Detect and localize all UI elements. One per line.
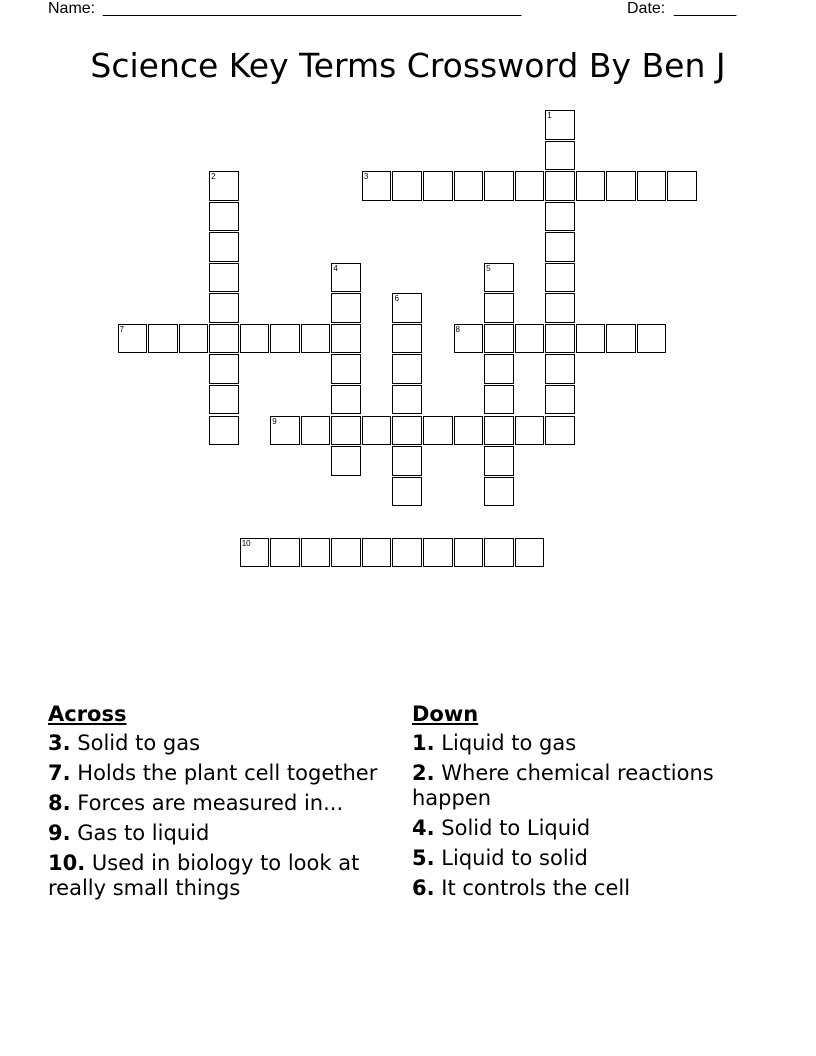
crossword-cell[interactable] bbox=[484, 263, 514, 293]
crossword-cell[interactable] bbox=[209, 263, 239, 293]
clue-text: Liquid to solid bbox=[441, 846, 588, 870]
clue-text: Gas to liquid bbox=[77, 821, 210, 845]
across-clue bbox=[48, 791, 388, 816]
clue-number-label: 7 bbox=[119, 324, 124, 334]
clue-text: Liquid to gas bbox=[441, 731, 577, 755]
crossword-cell[interactable] bbox=[545, 141, 575, 171]
crossword-cell[interactable] bbox=[209, 232, 239, 262]
crossword-cell[interactable] bbox=[209, 171, 239, 201]
crossword-cell[interactable] bbox=[545, 171, 575, 201]
crossword-cell[interactable] bbox=[667, 171, 697, 201]
crossword-cell[interactable] bbox=[392, 171, 422, 201]
crossword-cell[interactable] bbox=[209, 416, 239, 446]
crossword-cell[interactable] bbox=[118, 324, 148, 354]
clue-number: 3. bbox=[48, 731, 71, 755]
crossword-cell[interactable] bbox=[209, 354, 239, 384]
crossword-cell[interactable] bbox=[331, 263, 361, 293]
crossword-cell[interactable] bbox=[637, 324, 667, 354]
clue-number: 8. bbox=[48, 791, 71, 815]
crossword-cell[interactable] bbox=[179, 324, 209, 354]
crossword-cell[interactable] bbox=[331, 293, 361, 323]
name-label: Name: bbox=[48, 0, 96, 17]
name-field-line[interactable]: _______________________________________________ bbox=[103, 0, 522, 17]
crossword-cell[interactable] bbox=[240, 324, 270, 354]
clue-number: 7. bbox=[48, 761, 71, 785]
date-field-line[interactable]: _______ bbox=[674, 0, 737, 17]
clue-text: Holds the plant cell together bbox=[77, 761, 378, 785]
clue-text: It controls the cell bbox=[441, 876, 631, 900]
crossword-cell[interactable] bbox=[545, 293, 575, 323]
crossword-cell[interactable] bbox=[331, 416, 361, 446]
crossword-cell[interactable] bbox=[331, 385, 361, 415]
crossword-cell[interactable] bbox=[209, 202, 239, 232]
clue-number-label: 8 bbox=[455, 324, 460, 334]
down-clue bbox=[412, 731, 752, 756]
clue-number: 6. bbox=[412, 876, 435, 900]
crossword-cell[interactable] bbox=[301, 324, 331, 354]
crossword-cell[interactable] bbox=[270, 324, 300, 354]
clue-number: 4. bbox=[412, 816, 435, 840]
crossword-cell[interactable] bbox=[331, 324, 361, 354]
down-heading: Down bbox=[412, 702, 479, 726]
crossword-cell[interactable] bbox=[362, 538, 392, 568]
crossword-cell[interactable] bbox=[545, 324, 575, 354]
down-clue bbox=[412, 876, 752, 901]
crossword-cell[interactable] bbox=[362, 171, 392, 201]
crossword-cell[interactable] bbox=[209, 324, 239, 354]
clue-number-label: 2 bbox=[211, 172, 216, 182]
crossword-cell[interactable] bbox=[637, 171, 667, 201]
crossword-cell[interactable] bbox=[392, 385, 422, 415]
crossword-cell[interactable] bbox=[515, 416, 545, 446]
crossword-cell[interactable] bbox=[515, 538, 545, 568]
clue-text: Solid to Liquid bbox=[441, 816, 591, 840]
crossword-cell[interactable] bbox=[545, 416, 575, 446]
date-label: Date: bbox=[627, 0, 666, 17]
crossword-cell[interactable] bbox=[454, 324, 484, 354]
crossword-cell[interactable] bbox=[606, 171, 636, 201]
crossword-cell[interactable] bbox=[454, 538, 484, 568]
crossword-cell[interactable] bbox=[392, 416, 422, 446]
clue-number-label: 9 bbox=[272, 416, 277, 426]
clue-text: Solid to gas bbox=[77, 731, 201, 755]
crossword-cell[interactable] bbox=[392, 293, 422, 323]
crossword-cell[interactable] bbox=[301, 538, 331, 568]
crossword-cell[interactable] bbox=[484, 324, 514, 354]
crossword-cell[interactable] bbox=[148, 324, 178, 354]
across-heading: Across bbox=[48, 702, 127, 726]
crossword-cell[interactable] bbox=[484, 477, 514, 507]
clue-text: Used in biology to look at really small things bbox=[48, 851, 360, 900]
crossword-cell[interactable] bbox=[423, 538, 453, 568]
crossword-cell[interactable] bbox=[209, 293, 239, 323]
crossword-cell[interactable] bbox=[545, 202, 575, 232]
clue-number-label: 3 bbox=[363, 172, 369, 182]
down-clue bbox=[412, 761, 752, 811]
crossword-cell[interactable] bbox=[545, 263, 575, 293]
crossword-cell[interactable] bbox=[331, 354, 361, 384]
crossword-cell[interactable] bbox=[484, 171, 514, 201]
crossword-cell[interactable] bbox=[392, 477, 422, 507]
crossword-cell[interactable] bbox=[331, 446, 361, 476]
clue-number-label: 10 bbox=[241, 538, 251, 548]
crossword-cell[interactable] bbox=[484, 538, 514, 568]
crossword-cell[interactable] bbox=[270, 416, 300, 446]
crossword-cell[interactable] bbox=[545, 232, 575, 262]
across-clue bbox=[48, 851, 388, 901]
down-clues bbox=[412, 702, 752, 906]
crossword-cell[interactable] bbox=[576, 171, 606, 201]
clue-number: 10. bbox=[48, 851, 86, 875]
clue-number-label: 1 bbox=[547, 111, 552, 120]
crossword-cell[interactable] bbox=[301, 416, 331, 446]
crossword-cell[interactable] bbox=[362, 416, 392, 446]
crossword-cell[interactable] bbox=[423, 416, 453, 446]
clue-number: 9. bbox=[48, 821, 71, 845]
crossword-cell[interactable] bbox=[484, 416, 514, 446]
crossword-cell[interactable] bbox=[484, 446, 514, 476]
crossword-cell[interactable] bbox=[576, 324, 606, 354]
crossword-cell[interactable] bbox=[454, 416, 484, 446]
crossword-cell[interactable] bbox=[392, 354, 422, 384]
crossword-cell[interactable] bbox=[392, 538, 422, 568]
down-clue bbox=[412, 846, 752, 871]
crossword-cell[interactable] bbox=[484, 354, 514, 384]
crossword-cell[interactable] bbox=[209, 385, 239, 415]
clue-number-label: 4 bbox=[333, 263, 338, 273]
across-clue bbox=[48, 731, 388, 756]
crossword-cell[interactable] bbox=[454, 171, 484, 201]
clue-number: 1. bbox=[412, 731, 435, 755]
crossword-cell[interactable] bbox=[484, 385, 514, 415]
crossword-cell[interactable] bbox=[331, 538, 361, 568]
across-clue bbox=[48, 761, 388, 786]
crossword-cell[interactable] bbox=[484, 293, 514, 323]
across-clue bbox=[48, 821, 388, 846]
clue-text: Where chemical reactions happen bbox=[412, 761, 714, 810]
clue-number-label: 5 bbox=[486, 263, 491, 273]
crossword-cell[interactable] bbox=[515, 324, 545, 354]
crossword-cell[interactable] bbox=[423, 171, 453, 201]
clue-number: 5. bbox=[412, 846, 435, 870]
clue-text: Forces are measured in... bbox=[77, 791, 344, 815]
crossword-cell[interactable] bbox=[545, 354, 575, 384]
crossword-cell[interactable] bbox=[270, 538, 300, 568]
crossword-cell[interactable] bbox=[545, 110, 575, 140]
clue-number-label: 6 bbox=[394, 294, 399, 304]
crossword-cell[interactable] bbox=[392, 324, 422, 354]
down-clue bbox=[412, 816, 752, 841]
crossword-cell[interactable] bbox=[392, 446, 422, 476]
crossword-cell[interactable] bbox=[545, 385, 575, 415]
across-clues bbox=[48, 702, 388, 906]
clue-number: 2. bbox=[412, 761, 435, 785]
crossword-cell[interactable] bbox=[240, 538, 270, 568]
crossword-cell[interactable] bbox=[515, 171, 545, 201]
page-title: Science Key Terms Crossword By Ben J bbox=[90, 46, 726, 85]
crossword-cell[interactable] bbox=[606, 324, 636, 354]
